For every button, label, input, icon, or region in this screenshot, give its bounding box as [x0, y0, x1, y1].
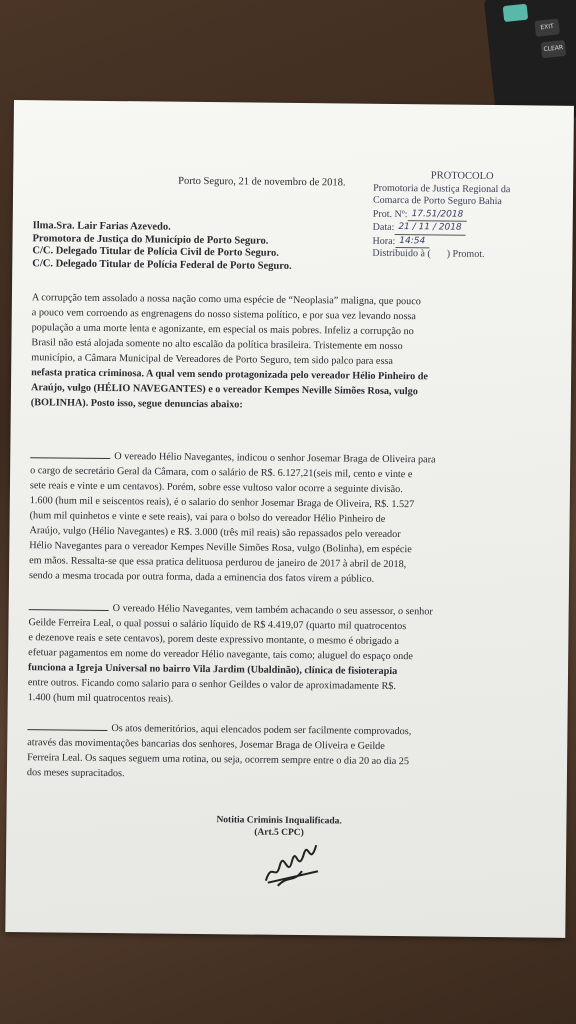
- paragraph-conclusion: [27, 720, 498, 785]
- text-line: em mãos. Ressalta-se que essa pratica delituosa perdurou de janeiro de 2017 à abril de 2018,: [29, 555, 407, 571]
- stamp-distributed-end: ) Promot.: [446, 248, 485, 260]
- text-line: 1.400 (hum mil quatrocentos reais).: [27, 692, 174, 705]
- calculator-clear-key: CLEAR: [541, 40, 567, 58]
- text-line: a pouco vem corroendo as engrenagens do nosso sistema político, e por sua vez levando nossa: [31, 307, 417, 323]
- signature-mark: [258, 831, 329, 892]
- text-line: Hélio Navegantes para o vereador Kempes Neville Simões Rosa, vulgo (Bolinha), em espécie: [29, 540, 412, 556]
- text-line: entre outros. Ficando como salario para o senhor Geildes o valor de aproximadamente R$.: [27, 677, 396, 693]
- stamp-line1: Promotoria de Justiça Regional da: [373, 182, 511, 195]
- text-line: Araújo, vulgo (Hélio Navegantes) e R$. 3.000 (três mil reais) são repassados pelo vereador: [29, 525, 401, 541]
- stamp-date-label: Data:: [372, 221, 395, 233]
- text-line: funciona a Igreja Universal no bairro Vila Jardim (Ubaldinão), clínica de fisioterapia: [27, 662, 398, 678]
- text-line: sete reais e vinte e um centavos). Porém, sobre esse vultoso valor ocorre a seguinte divisão.: [29, 480, 403, 496]
- complaint-document: [5, 100, 574, 938]
- text-line: município, a Câmara Municipal de Vereadores de Porto Seguro, tem sido palco para essa: [31, 352, 393, 367]
- addressee-line: Promotora de Justiça do Município de Porto Seguro.: [32, 232, 269, 247]
- closing-reference: (Art.5 CPC): [254, 827, 304, 839]
- stamp-title: PROTOCOLO: [430, 170, 494, 183]
- protocol-stamp: [372, 170, 551, 262]
- text-line: população a uma morte lenta e agonizante, em especial os mais pobres. Infeliz a corrupção no: [31, 322, 414, 338]
- addressee-line: Ilma.Sra. Lair Farias Azevedo.: [32, 220, 171, 233]
- stamp-prot-value: 17.51/2018: [408, 208, 468, 222]
- text-line: Geilde Ferreira Leal, o qual possui o salário líquido de R$ 4.419,07 (quarto mil quatrocentos: [28, 617, 407, 633]
- stamp-date-value: 21 / 11 / 2018: [394, 221, 465, 235]
- text-span: O vereado Hélio Navegantes, vem também achacando o seu assessor, o senhor: [112, 603, 433, 618]
- stamp-time-label: Hora:: [372, 235, 396, 247]
- text-line: e dezenove reais e sete centavos), porem deste expressivo montante, o mesmo é obrigado a: [28, 632, 399, 648]
- text-line: efetuar pagamentos em nome do vereador Hélio navegante, tais como; aluguel do espaço onde: [28, 647, 413, 663]
- paragraph-intro: [31, 290, 502, 415]
- blank-line: [30, 456, 110, 459]
- blank-line: [29, 608, 109, 611]
- text-span: O vereado Hélio Navegantes, indicou o senhor Josemar Braga de Oliveira para: [114, 451, 436, 466]
- stamp-distributed-row: [372, 248, 550, 262]
- addressee-line: C/C. Delegado Titular de Polícia Federal de Porto Seguro.: [32, 257, 292, 272]
- paragraph-complaint-2: [28, 600, 499, 710]
- stamp-time-value: 14:54: [395, 235, 429, 249]
- date-line: Porto Seguro, 21 de novembro de 2018.: [178, 175, 346, 189]
- text-line: dos meses supracitados.: [26, 767, 125, 780]
- stamp-line2: Comarca de Porto Seguro Bahia: [372, 194, 502, 208]
- stamp-distributed-label: Distribuido à (: [372, 247, 431, 260]
- text-line: sendo a mesma trocada por outra forma, dada a eminencia dos fatos virem a público.: [28, 570, 375, 585]
- text-line: 1.600 (hum mil e seiscentos reais), é o salario do senhor Josemar Braga de Oliveira, R$. 1.527: [29, 495, 415, 511]
- text-line: (hum mil quinhetos e vinte e sete reais), vai para o bolso do vereador Hélio Pinheiro de: [29, 510, 386, 525]
- stamp-prot-label: Prot. Nº:: [372, 208, 408, 220]
- text-line: (BOLINHA). Posto isso, segue denuncias abaixo:: [30, 397, 243, 411]
- calculator-key: [503, 4, 529, 22]
- text-line: nefasta pratica criminosa. A qual vem sendo protagonizada pelo vereador Hélio Pinheiro de: [31, 367, 429, 383]
- text-line: Brasil não está alojada somente no alto escalão da política brasileira. Tristemente em nosso: [31, 337, 403, 353]
- text-line: A corrupção tem assolado a nossa nação como uma espécie de “Neoplasia” maligna, que pouco: [31, 292, 421, 308]
- closing-line: Notitia Criminis Inqualificada.: [216, 815, 342, 827]
- paragraph-complaint-1: [29, 448, 500, 588]
- text-line: Ferreira Leal. Os saques seguem uma rotina, ou seja, ocorrem sempre entre o dia 20 ao dia 25: [27, 752, 410, 768]
- blank-line: [27, 728, 107, 731]
- text-line: Araújo, vulgo (HÉLIO NAVEGANTES) e o vereador Kempes Neville Simões Rosa, vulgo: [30, 382, 418, 398]
- text-line: o cargo de secretário Geral da Câmara, com o salário de R$. 6.127,21(seis mil, cento e vinte e: [30, 465, 413, 481]
- text-line: através das movimentações bancarias dos senhores, Josemar Braga de Oliveira e Geilde: [27, 737, 385, 752]
- addressee-line: C/C. Delegado Titular de Polícia Civil de Porto Seguro.: [32, 245, 280, 259]
- calculator-exit-key: EXIT: [534, 18, 560, 36]
- text-span: Os atos demeritórios, aqui elencados podem ser facilmente comprovados,: [111, 723, 412, 738]
- addressee-block: [32, 220, 292, 273]
